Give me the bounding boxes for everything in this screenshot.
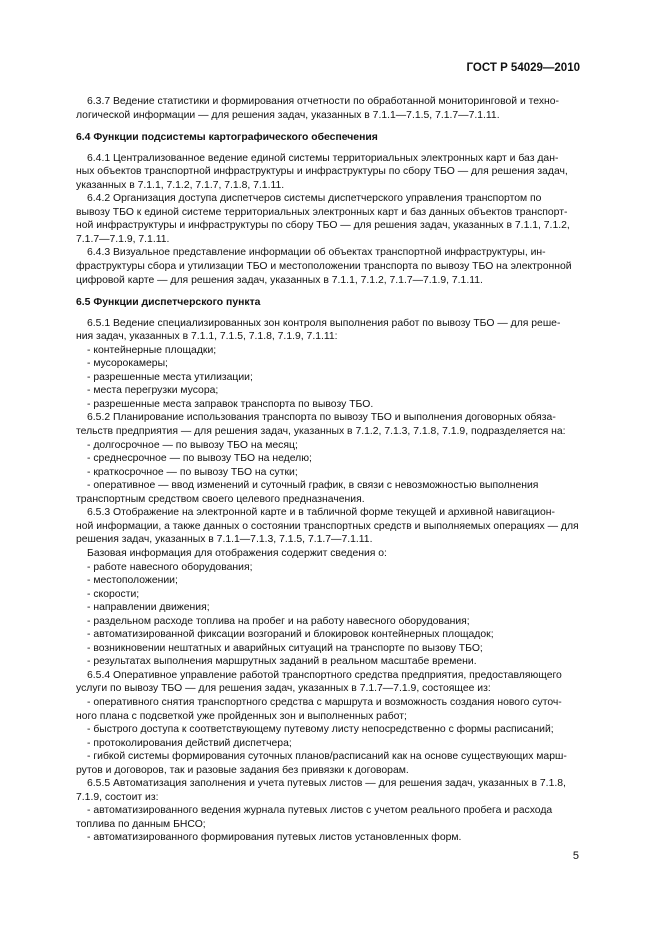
paragraph-line: - гибкой системы формирования суточных планов/расписаний как на основе существующих марш- [87, 751, 567, 763]
paragraph-line: 6.5.2 Планирование использования транспорта по вывозу ТБО и выполнения договорных обяза- [87, 412, 556, 424]
paragraph-line: - автоматизированного ведения журнала путевых листов с учетом реального пробега и расхода [87, 805, 553, 817]
paragraph-line: 6.4.3 Визуальное представление информации об объектах транспортной инфраструктуры, ин- [87, 247, 546, 259]
paragraph-line: - скорости; [87, 588, 140, 600]
paragraph-line: 6.4.1 Централизованное ведение единой системы территориальных электронных карт и баз дан- [87, 152, 559, 164]
paragraph-line: 6.5.3 Отображение на электронной карте и в табличной форме текущей и архивной навигацион- [87, 507, 555, 519]
paragraph-line: - направлении движения; [87, 602, 210, 614]
paragraph-line: решения задач, указанных в 7.1.1—7.1.3, 7.1.5, 7.1.7—7.1.11. [76, 534, 373, 546]
paragraph-line: - работе навесного оборудования; [87, 561, 253, 573]
paragraph-line: - долгосрочное — по вывозу ТБО на месяц; [87, 439, 298, 451]
paragraph-line: 6.4.2 Организация доступа диспетчеров системы диспетчерского управления транспортом по [87, 193, 542, 205]
paragraph-line: 7.1.9, состоит из: [76, 791, 159, 803]
paragraph-line: ной информации, а также данных о состоянии транспортных средств и выполняемых операциях — для [76, 520, 579, 532]
paragraph-line: - местоположении; [87, 575, 178, 587]
paragraph-line: транспортным средством своего целевого предназначения. [76, 493, 365, 505]
section-heading: 6.4 Функции подсистемы картографического обеспечения [76, 132, 378, 144]
paragraph-line: - контейнерные площадки; [87, 344, 217, 356]
paragraph-line: - разрешенные места утилизации; [87, 371, 253, 383]
paragraph-line: - оперативного снятия транспортного средства с маршрута и возможность создания нового суточ- [87, 696, 562, 708]
paragraph-line: цифровой карте — для решения задач, указанных в 7.1.1, 7.1.2, 7.1.7—7.1.9, 7.1.11. [76, 274, 483, 286]
paragraph-line: - мусорокамеры; [87, 358, 168, 370]
paragraph-line: - автоматизированной фиксации возгораний и блокировок контейнерных площадок; [87, 629, 494, 641]
paragraph-line: - краткосрочное — по вывозу ТБО на сутки; [87, 466, 298, 478]
paragraph-line: фраструктуры сбора и утилизации ТБО и местоположении транспорта по вывозу ТБО на электронной [76, 261, 572, 273]
paragraph-line: - возникновении нештатных и аварийных ситуаций на транспорте по вызову ТБО; [87, 642, 483, 654]
paragraph-line: топлива по данным БНСО; [76, 818, 206, 830]
paragraph-line: 6.3.7 Ведение статистики и формирования отчетности по обработанной мониторинговой и техно- [87, 96, 560, 107]
paragraph-line: рутов и договоров, так и разовые задания без привязки к договорам. [76, 764, 409, 776]
paragraph-line: - разрешенные места заправок транспорта по вывозу ТБО. [87, 398, 374, 410]
paragraph-line: 6.5.5 Автоматизация заполнения и учета путевых листов — для решения задач, указанных в 7.1.8, [87, 778, 566, 790]
paragraph-line: - быстрого доступа к соответствующему путевому листу непосредственно с формы расписаний; [87, 724, 554, 736]
page-number: 5 [572, 850, 579, 862]
paragraph-line: ния задач, указанных в 7.1.1, 7.1.5, 7.1.8, 7.1.9, 7.1.11: [76, 331, 338, 343]
paragraph-line: 6.5.1 Ведение специализированных зон контроля выполнения работ по вывозу ТБО — для реше- [87, 317, 561, 329]
section-heading: 6.5 Функции диспетчерского пункта [76, 297, 261, 309]
paragraph-line: - автоматизированного формирования путевых листов установленных форм. [87, 832, 462, 844]
paragraph-line: 6.5.4 Оперативное управление работой транспортного средства предприятия, предоставляющего [87, 669, 562, 681]
paragraph-line: - раздельном расходе топлива на пробег и на работу навесного оборудования; [87, 615, 470, 627]
paragraph-line: 7.1.7—7.1.9, 7.1.11. [76, 233, 170, 245]
paragraph-line: указанных в 7.1.1, 7.1.2, 7.1.7, 7.1.8, 7.1.11. [76, 179, 285, 191]
paragraph-line: услуги по вывозу ТБО — для решения задач, указанных в 7.1.7—7.1.9, состоящее из: [76, 683, 491, 695]
paragraph-line: - оперативное — ввод изменений и суточный график, в связи с невозможностью выполнения [87, 480, 539, 492]
paragraph-line: ной инфраструктуры и инфраструктуры по сбору ТБО — для решения задач, указанных в 7.1.1, 7.1.2, [76, 220, 570, 232]
paragraph-line: - среднесрочное — по вывозу ТБО на неделю; [87, 453, 312, 465]
paragraph-line: тельств предприятия — для решения задач, указанных в 7.1.2, 7.1.3, 7.1.8, 7.1.9, подразделяется на: [76, 426, 566, 438]
paragraph-line: ного плана с подсветкой уже пройденных зон и выполненных работ; [76, 710, 407, 722]
paragraph-line: Базовая информация для отображения содержит сведения о: [87, 547, 387, 559]
paragraph-line: - результатах выполнения маршрутных заданий в реальном масштабе времени. [87, 656, 477, 668]
paragraph-line: ных объектов транспортной инфраструктуры и инфраструктуры по сбору ТБО — для решения задач, [76, 166, 568, 178]
paragraph-line: - места перегрузки мусора; [87, 385, 219, 397]
paragraph-line: логической информации — для решения задач, указанных в 7.1.1—7.1.5, 7.1.7—7.1.11. [76, 109, 500, 121]
document-body [76, 95, 584, 845]
document-header: ГОСТ Р 54029—2010 [466, 62, 580, 74]
paragraph-line: - протоколирования действий диспетчера; [87, 737, 292, 749]
paragraph-line: вывозу ТБО к единой системе территориальных электронных карт и баз данных объектов транспорт- [76, 206, 568, 218]
